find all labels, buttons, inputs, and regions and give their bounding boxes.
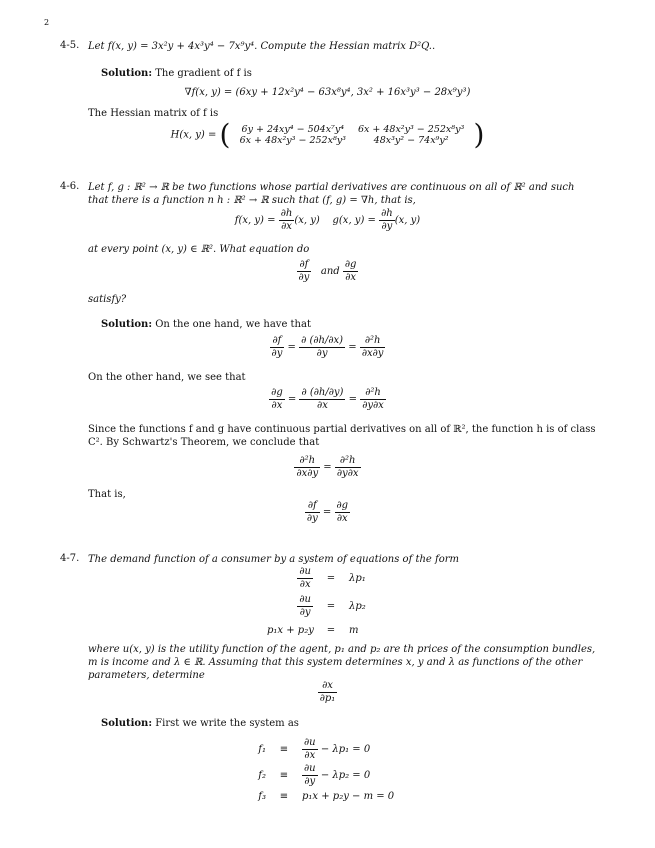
solution-text: First we write the system as — [155, 718, 299, 729]
s3-rhs: m — [349, 625, 359, 636]
solution-label: Solution: — [101, 718, 153, 729]
du-dy-fraction: $\frac{\partial u}{\partial y}$ — [299, 594, 311, 618]
eq4-rhs: $\frac{\partial g}{\partial x}$ — [336, 500, 349, 524]
problem-statement-4-7-b: where u(x, y) is the utility function of the agent, p₁ and p₂ are th prices of the consumption bundles, m is income and λ ∈ ℝ. Assuming that this system determines x, y and λ as functions of the other parameters, determine — [88, 644, 596, 681]
rewritten-system-row-3 — [240, 791, 394, 802]
df-dy-fraction: $\frac{\partial f}{\partial y}$ — [298, 259, 310, 283]
equation-3: $\frac{\text{∂²h}}{\partial x\partial y}$ = $\frac{\text{∂²h}}{\partial y\partial x}$ — [296, 455, 359, 479]
demand-system-row-1 — [267, 566, 366, 591]
problem-statement-4-6-c: satisfy? — [88, 294, 127, 305]
f2: f₂ — [258, 770, 266, 781]
eq3-lhs: $\frac{\text{∂²h}}{\partial x\partial y}$ — [296, 455, 319, 479]
solution-4-6-intro — [101, 318, 611, 331]
eq2-rhs: $\frac{\text{∂²h}}{\partial y\partial x}$ — [362, 387, 384, 411]
rewritten-system-row-1 — [240, 737, 370, 762]
eq2-lhs: $\frac{\partial g}{\partial x}$ — [271, 387, 283, 411]
hessian-lhs: H(x, y) = — [170, 129, 217, 141]
hessian-intro: The Hessian matrix of f is — [88, 108, 219, 119]
equiv: ≡ — [279, 744, 289, 755]
problem-label-4-5: 4-5. — [60, 40, 80, 51]
h22: 48x³y² − 74x⁹y² — [373, 135, 449, 146]
eq4-lhs: $\frac{\partial f}{\partial y}$ — [306, 500, 318, 524]
s3-lhs: p₁x + p₂y — [267, 625, 314, 636]
hessian-matrix — [234, 124, 471, 146]
equiv: ≡ — [279, 770, 289, 781]
eq1-mid: $\frac{\partial (\partial h/\partial x)}{\partial y}$ — [301, 335, 344, 359]
h21: 6x + 48x²y³ − 252x⁸y³ — [239, 135, 346, 146]
eq3-rhs: $\frac{\text{∂²h}}{\partial y\partial x}$ — [336, 455, 359, 479]
gradient-equation — [0, 87, 655, 98]
solution-label: Solution: — [101, 319, 153, 330]
equals: = — [326, 625, 336, 636]
g-arg: (x, y) — [394, 215, 421, 226]
eq2-mid: $\frac{\partial (\partial h/\partial y)}{\partial x}$ — [301, 387, 344, 411]
right-paren: ) — [473, 118, 485, 151]
solution-4-6-thatis: That is, — [88, 489, 126, 500]
dh-dy-fraction: $\frac{\partial h}{\partial y}$ — [381, 208, 393, 232]
equals: = — [326, 601, 336, 612]
gradient-formula: ∇f(x, y) = (6xy + 12x²y⁴ − 63x⁸y⁴, 3x² + 16x³y³ − 28x⁹y³) — [184, 87, 471, 98]
solution-4-5-intro — [101, 67, 611, 80]
f2-tail: − λp₂ = 0 — [320, 770, 371, 781]
s2-rhs: λp₂ — [349, 601, 366, 612]
solution-4-6-schwartz: Since the functions f and g have continuous partial derivatives on all of ℝ², the function h is of class C². By Schwartz's Theorem, we conclude that — [88, 424, 596, 448]
problem-statement-4-6-a: Let f, g : ℝ² → ℝ be two functions whose partial derivatives are continuous on all of ℝ² and such that there is a function n h : ℝ² → ℝ such that (f, g) = ∇h, that is, — [88, 182, 575, 206]
equation-1: $\frac{\partial f}{\partial y}$ = $\frac{\partial (\partial h/\partial x)}{\partial y}$ = $\frac{\text{∂²h}}{\partial x\partial y}$ — [271, 335, 384, 359]
eq1-lhs: $\frac{\partial f}{\partial y}$ — [271, 335, 283, 359]
g-lhs: g(x, y) = — [332, 215, 376, 226]
page-number: 2 — [44, 18, 50, 27]
problem-statement-4-6-b: at every point (x, y) ∈ ℝ². What equation do — [88, 244, 310, 255]
left-paren: ( — [219, 118, 231, 151]
du-dx-fraction: $\frac{\partial u}{\partial x}$ — [299, 566, 311, 590]
dx-dp1 — [0, 680, 655, 705]
solution-4-7-intro — [101, 717, 611, 730]
f3-rhs: p₁x + p₂y − m = 0 — [302, 791, 395, 802]
f2-fraction: $\frac{\partial u}{\partial y}$ — [304, 763, 316, 787]
equiv: ≡ — [279, 791, 289, 802]
s1-rhs: λp₁ — [349, 573, 366, 584]
question-fractions — [0, 259, 655, 284]
f-lhs: f(x, y) = — [234, 215, 276, 226]
problem-statement-4-5: Let f(x, y) = 3x²y + 4x³y⁴ − 7x⁹y⁴. Compute the Hessian matrix D²Q.. — [88, 41, 436, 52]
problem-label-4-7: 4-7. — [60, 553, 80, 564]
problem-statement-4-7-a: The demand function of a consumer by a system of equations of the form — [88, 554, 459, 565]
f1: f₁ — [258, 744, 266, 755]
dg-dx-fraction: $\frac{\partial g}{\partial x}$ — [344, 259, 357, 283]
solution-label: Solution: — [101, 68, 153, 79]
equation-4: $\frac{\partial f}{\partial y}$ = $\frac{\partial g}{\partial x}$ — [306, 500, 349, 524]
dx-dp1-fraction: $\frac{\partial x}{\text{∂p₁}}$ — [319, 680, 336, 704]
demand-system-row-3 — [267, 625, 358, 636]
fg-definition — [0, 208, 655, 233]
problem-label-4-6: 4-6. — [60, 181, 80, 192]
f1-fraction: $\frac{\partial u}{\partial x}$ — [304, 737, 316, 761]
rewritten-system-row-2 — [240, 763, 370, 788]
f1-tail: − λp₁ = 0 — [320, 744, 371, 755]
equation-2: $\frac{\partial g}{\partial x}$ = $\frac{\partial (\partial h/\partial y)}{\partial x}$ = $\frac{\text{∂²h}}{\partial y\partial x}$ — [271, 387, 384, 411]
h12: 6x + 48x²y³ − 252x⁸y³ — [357, 124, 465, 135]
and-word: and — [320, 266, 340, 277]
f-arg: (x, y) — [294, 215, 320, 226]
solution-text: On the one hand, we have that — [155, 319, 311, 330]
h11: 6y + 24xy⁴ − 504x⁷y⁴ — [241, 124, 345, 135]
equals: = — [326, 573, 336, 584]
solution-4-6-other: On the other hand, we see that — [88, 372, 246, 383]
eq1-rhs: $\frac{\text{∂²h}}{\partial x\partial y}$ — [361, 335, 384, 359]
demand-system-row-2 — [267, 594, 366, 619]
hessian-equation — [0, 118, 655, 151]
f3: f₃ — [258, 791, 266, 802]
dh-dx-fraction: $\frac{\partial h}{\partial x}$ — [280, 208, 293, 232]
solution-text: The gradient of f is — [155, 68, 252, 79]
